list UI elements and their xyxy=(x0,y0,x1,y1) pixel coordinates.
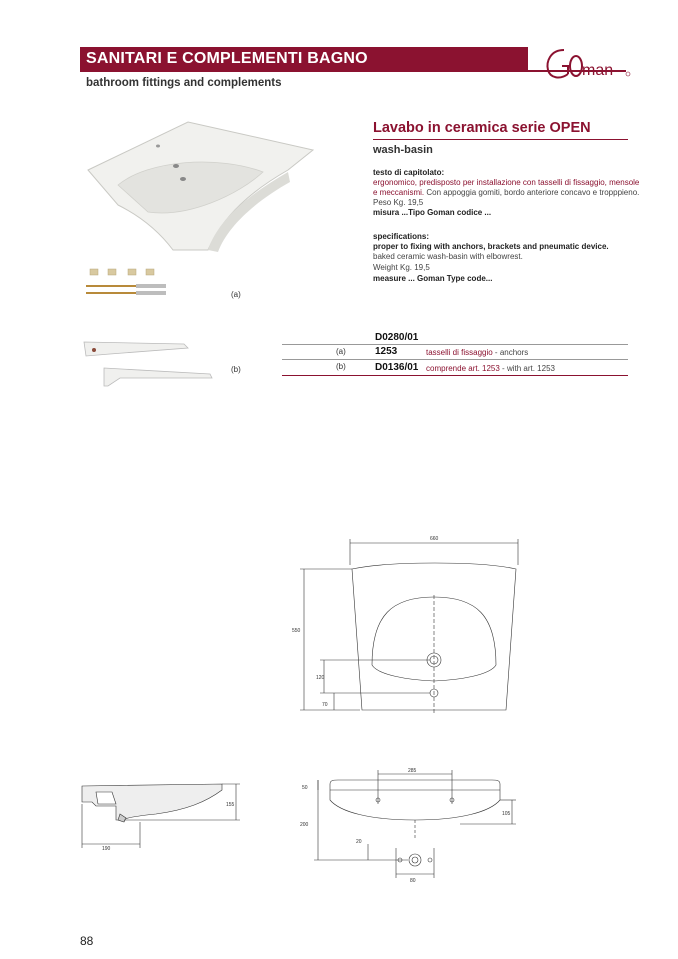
row-desc-b-red: comprende art. 1253 xyxy=(426,364,500,373)
it-line-2 xyxy=(373,188,639,198)
dim-tap-spacing: 285 xyxy=(408,768,417,774)
title-rule xyxy=(373,139,628,140)
it-line-2-red: e meccanismi. xyxy=(373,188,425,197)
it-weight: Peso Kg. 19,5 xyxy=(373,198,424,207)
dim-side-height: 155 xyxy=(226,802,235,808)
dim-depth: 550 xyxy=(292,628,301,634)
en-heading: specifications: xyxy=(373,232,430,241)
it-heading: testo di capitolato: xyxy=(373,168,445,177)
brackets-photo xyxy=(80,330,220,388)
photo-label-b: (b) xyxy=(231,365,241,374)
dim-overall: 200 xyxy=(300,822,309,828)
row-desc-a-red: tasselli di fissaggio xyxy=(426,348,493,357)
it-measure: misura ...Tipo Goman codice ... xyxy=(373,208,492,217)
dim-front-height: 105 xyxy=(502,811,511,817)
en-line-2: baked ceramic wash-basin with elbowrest. xyxy=(373,252,523,261)
product-title: Lavabo in ceramica serie OPEN xyxy=(373,120,591,136)
row-desc-b xyxy=(426,364,555,374)
row-code-a: 1253 xyxy=(375,346,398,357)
row-desc-a xyxy=(426,348,528,358)
table-rule-top xyxy=(282,344,628,345)
top-view-drawing xyxy=(280,525,540,740)
table-rule-mid xyxy=(282,359,628,360)
en-weight: Weight Kg. 19,5 xyxy=(373,263,430,272)
it-line-1: ergonomico, predisposto per installazione con tasselli di fissaggio, mensole xyxy=(373,178,640,187)
section-subtitle: bathroom fittings and complements xyxy=(86,77,282,89)
dim-lower: 70 xyxy=(322,702,328,708)
logo-text: man xyxy=(582,62,614,79)
en-measure: measure ... Goman Type code... xyxy=(373,274,493,283)
anchors-photo xyxy=(84,265,174,305)
dim-hole-height: 120 xyxy=(316,675,325,681)
it-line-2-rest: Con appoggia gomiti, bordo anteriore concavo e tropppieno. xyxy=(424,188,640,197)
photo-label-a: (a) xyxy=(231,290,241,299)
row-label-a: (a) xyxy=(336,347,346,356)
front-view-drawing xyxy=(290,760,530,890)
section-title: SANITARI E COMPLEMENTI BAGNO xyxy=(86,50,368,67)
dim-width: 660 xyxy=(430,536,439,542)
row-desc-a-rest: - anchors xyxy=(492,348,529,357)
dim-drain-width: 80 xyxy=(410,878,416,884)
dim-drain-offset: 20 xyxy=(356,839,362,845)
row-code-b: D0136/01 xyxy=(375,362,419,373)
table-rule-bottom xyxy=(282,375,628,376)
row-desc-b-rest: - with art. 1253 xyxy=(499,364,555,373)
dim-top-offset: 50 xyxy=(302,785,308,791)
side-section-drawing xyxy=(76,770,256,860)
page-number: 88 xyxy=(80,934,94,948)
goman-logo xyxy=(542,44,632,86)
product-subtitle: wash-basin xyxy=(373,144,433,156)
wash-basin-photo xyxy=(78,100,338,260)
row-label-b: (b) xyxy=(336,362,346,371)
main-code: D0280/01 xyxy=(375,332,419,343)
dim-side-depth: 190 xyxy=(102,846,111,852)
en-line-1: proper to fixing with anchors, brackets and pneumatic device. xyxy=(373,242,609,251)
